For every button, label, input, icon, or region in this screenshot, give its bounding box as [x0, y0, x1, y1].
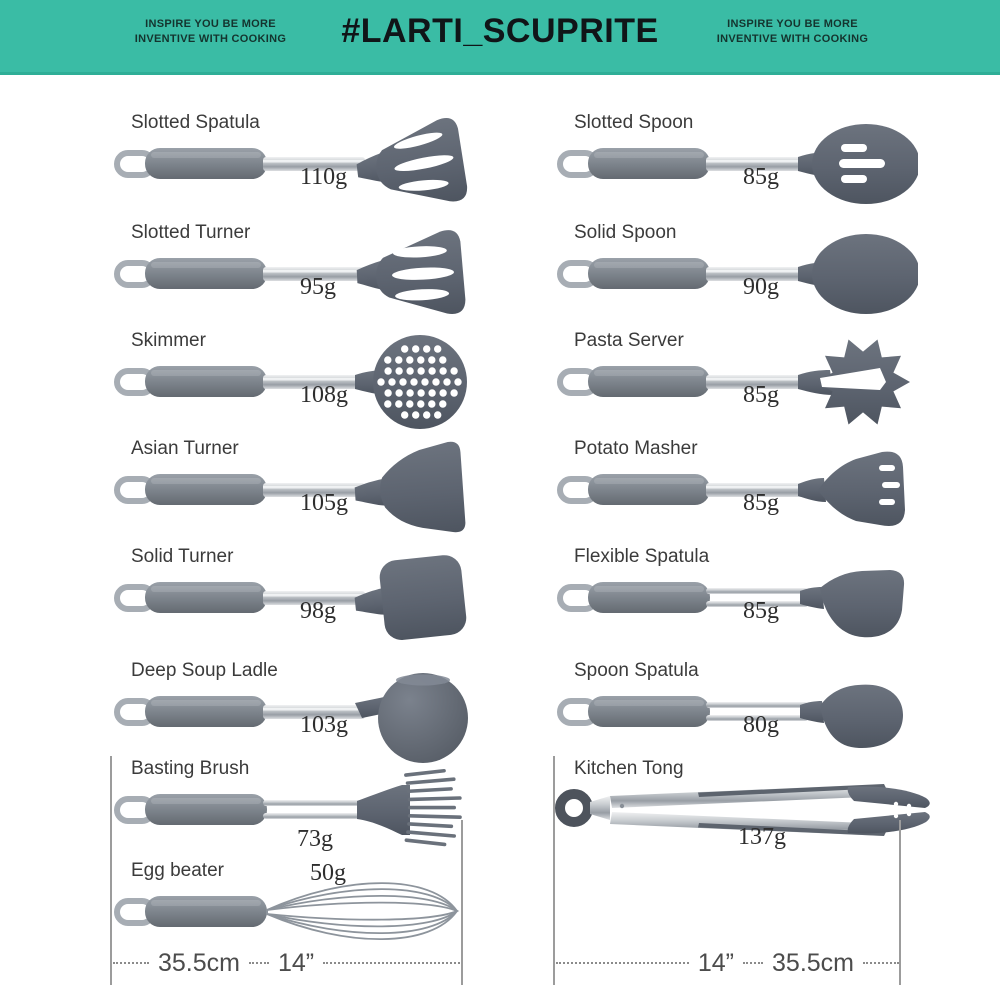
left-dimension-bracket-line-inner	[461, 820, 463, 985]
utensil-label: Asian Turner	[131, 438, 239, 459]
solid-turner-image	[105, 542, 475, 652]
utensil-weight: 108g	[300, 382, 348, 408]
utensil-label: Slotted Spatula	[131, 112, 260, 133]
left-dimension-bracket-line	[110, 756, 112, 985]
utensil-weight: 103g	[300, 712, 348, 738]
utensil-label: Spoon Spatula	[574, 660, 699, 681]
right-dimension-line	[556, 947, 899, 979]
dimension-label-cm-left: 35.5cm	[158, 948, 240, 977]
utensil-item	[105, 430, 480, 540]
dotted-line	[743, 962, 763, 964]
dotted-line	[113, 962, 149, 964]
utensil-weight: 85g	[743, 382, 779, 408]
dotted-line	[249, 962, 269, 964]
slotted-spoon-image	[548, 108, 918, 218]
potato-masher-image	[548, 434, 918, 544]
utensil-label: Potato Masher	[574, 438, 698, 459]
utensil-item	[105, 322, 480, 432]
utensil-weight: 110g	[300, 164, 348, 190]
utensil-item	[548, 214, 923, 324]
utensil-label: Deep Soup Ladle	[131, 660, 278, 681]
utensil-weight: 85g	[743, 490, 779, 516]
utensil-item	[105, 852, 480, 962]
left-dimension-line	[113, 947, 460, 979]
utensil-label: Egg beater	[131, 860, 224, 881]
utensil-weight: 98g	[300, 598, 336, 624]
utensil-item	[105, 104, 480, 214]
utensil-weight: 137g	[738, 824, 786, 850]
slotted-spatula-image	[105, 108, 475, 218]
utensil-label: Solid Spoon	[574, 222, 677, 243]
right-dimension-bracket-line	[553, 756, 555, 985]
tagline-left-line2: INVENTIVE WITH COOKING	[134, 33, 287, 46]
utensil-weight: 90g	[743, 274, 779, 300]
dimension-label-inch-left: 14”	[277, 948, 315, 977]
utensil-item	[548, 104, 923, 214]
header-banner	[0, 0, 1000, 75]
pasta-server-image	[548, 326, 918, 436]
utensil-label: Solid Turner	[131, 546, 234, 567]
utensil-weight: 73g	[297, 826, 333, 852]
utensil-label: Flexible Spatula	[574, 546, 710, 567]
utensil-item	[105, 750, 480, 860]
utensil-label: Skimmer	[131, 330, 206, 351]
utensil-item	[105, 214, 480, 324]
basting-brush-image	[105, 754, 475, 864]
utensil-item	[105, 538, 480, 648]
utensil-label: Pasta Server	[574, 330, 684, 351]
dotted-line	[323, 962, 460, 964]
utensil-weight: 105g	[300, 490, 348, 516]
skimmer-image	[105, 326, 475, 436]
utensil-weight: 95g	[300, 274, 336, 300]
utensil-label: Basting Brush	[131, 758, 250, 779]
utensil-item	[548, 652, 923, 762]
solid-spoon-image	[548, 218, 918, 328]
asian-turner-image	[105, 434, 475, 544]
utensil-item	[548, 430, 923, 540]
utensil-weight: 50g	[310, 860, 346, 886]
utensil-weight: 80g	[743, 712, 779, 738]
dotted-line	[556, 962, 689, 964]
dotted-line	[863, 962, 899, 964]
tagline-right-line1: INSPIRE YOU BE MORE	[727, 18, 858, 30]
tagline-right	[700, 17, 885, 48]
brand-title: #LARTI_SCUPRITE	[341, 12, 659, 50]
dimension-label-inch-right: 14”	[697, 948, 735, 977]
flexible-spatula-image	[548, 542, 918, 652]
tagline-left-line1: INSPIRE YOU BE MORE	[145, 18, 276, 30]
utensil-weight: 85g	[743, 164, 779, 190]
utensil-label: Slotted Spoon	[574, 112, 694, 133]
utensil-weight: 85g	[743, 598, 779, 624]
utensil-item	[548, 750, 923, 860]
utensil-item	[105, 652, 480, 762]
utensil-item	[548, 538, 923, 648]
dimension-label-cm-right: 35.5cm	[772, 948, 854, 977]
utensil-item	[548, 322, 923, 432]
slotted-turner-image	[105, 218, 475, 328]
utensil-label: Kitchen Tong	[574, 758, 684, 779]
tagline-right-line2: INVENTIVE WITH COOKING	[716, 33, 869, 46]
utensil-label: Slotted Turner	[131, 222, 251, 243]
right-dimension-bracket-line-inner	[899, 820, 901, 985]
